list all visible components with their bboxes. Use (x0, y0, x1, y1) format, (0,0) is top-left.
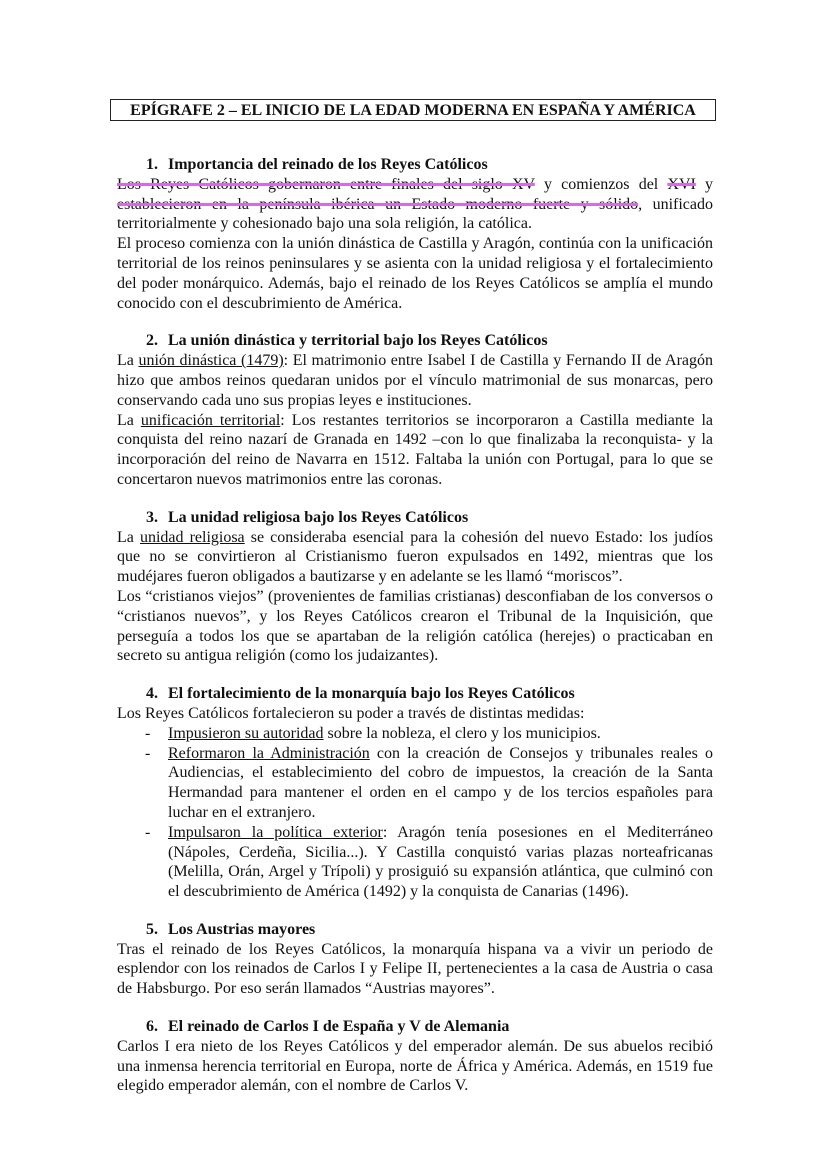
section-heading-text: El fortalecimiento de la monarquía bajo los Reyes Católicos (168, 685, 575, 703)
text-run: sobre la nobleza, el clero y los municipios. (323, 724, 601, 742)
paragraph (117, 351, 713, 410)
section-heading-text: Los Austrias mayores (168, 920, 316, 938)
list-marker: - (145, 744, 151, 762)
text-run: con la creación de Consejos y tribunales reales o Audiencias, el establecimiento del cobro de impuestos, la creación de la Santa Hermandad para mantener el orden en el campo y de los tercios españoles para luchar en el extranjero. (168, 744, 713, 821)
section-4 (117, 684, 713, 902)
section-2 (117, 331, 713, 489)
section-1 (117, 155, 713, 313)
section-heading-text: Importancia del reinado de los Reyes Católicos (168, 156, 488, 173)
text-run: : Aragón tenía posesiones en el Mediterráneo (Nápoles, Cerdeña, Sicilia...). Y Castilla conquistó varias plazas norteafricanas (Melilla, Orán, Argel y Trípoli) y prosiguió su expansión atlántica, que culminó con el descubrimiento de América (1492) y la conquista de Canarias (1496). (168, 823, 714, 901)
text-run: : Los restantes territorios se incorporaron a Castilla mediante la conquista del reino nazarí de Granada en 1492 –con lo que finalizaba la reconquista- y la incorporación del reino de Navarra en 1512. Faltaba la unión con Portugal, para lo que se concertaron nuevos matrimonios entre las coronas. (117, 411, 713, 488)
highlighted-text: establecieron en la península ibérica un Estado moderno fuerte y sólido (117, 195, 639, 213)
section-heading (117, 684, 713, 704)
text-run: El proceso comienza con la unión dinástica de Castilla y Aragón, continúa con la unificación territorial de los reinos peninsulares y se asienta con la unidad religiosa y el fortalecimiento del poder monárquico. Además, bajo el reinado de los Reyes Católicos se amplía el mundo conocido con el descubrimiento de América. (117, 235, 713, 312)
section-heading-text: La unión dinástica y territorial bajo los Reyes Católicos (168, 332, 548, 350)
document-body (117, 155, 713, 1114)
text-run: : El matrimonio entre Isabel I de Castilla y Fernando II de Aragón hizo que ambos reinos quedaran unidos por el vínculo matrimonial de sus monarcas, pero conservando cada uno sus propias leyes e instituciones. (117, 352, 714, 409)
bullet-list (117, 724, 713, 902)
highlighted-text: XVI (667, 175, 696, 193)
text-run: se consideraba esencial para la cohesión del nuevo Estado: los judíos que no se convirtieron al Cristianismo fueron expulsados en 1492, mientras que los mudéjares fueron obligados a bautizarse y en adelante se les llamó “moriscos”. (117, 528, 714, 586)
section-heading-text: El reinado de Carlos I de España y V de Alemania (168, 1018, 510, 1036)
text-run: Los “cristianos viejos” (provenientes de familias cristianas) desconfiaban de los conversos o “cristianos nuevos”, y los Reyes Católicos crearon el Tribunal de la Inquisición, que perseguía a todos los que se apartaban de la religión católica (herejes) o practicaban en secreto su antigua religión (como los judaizantes). (117, 587, 713, 665)
paragraph (117, 1037, 713, 1096)
section-heading (117, 155, 713, 175)
section-number: 1. (146, 156, 158, 173)
section-3 (117, 508, 713, 666)
underlined-text: Impusieron su autoridad (168, 724, 324, 742)
paragraph (117, 704, 713, 724)
text-run: Los Reyes Católicos fortalecieron su poder a través de distintas medidas: (117, 704, 585, 722)
section-heading (117, 508, 713, 528)
text-run: y (695, 175, 714, 193)
section-5 (117, 920, 713, 999)
list-marker: - (145, 724, 151, 742)
highlighted-text: Los Reyes Católicos gobernaron entre finales del siglo XV (117, 175, 535, 193)
paragraph (117, 528, 713, 587)
underlined-text: unificación territorial (140, 411, 281, 429)
section-number: 4. (146, 685, 158, 703)
section-heading (117, 1017, 713, 1037)
list-marker: - (145, 823, 151, 841)
section-number: 6. (146, 1018, 158, 1036)
text-run: Carlos I era nieto de los Reyes Católicos y del emperador alemán. De sus abuelos recibió una inmensa herencia territorial en Europa, norte de África y América. Además, en 1519 fue elegido emperador alemán, con el nombre de Carlos V. (117, 1037, 713, 1095)
document-title: EPÍGRAFE 2 – EL INICIO DE LA EDAD MODERNA EN ESPAÑA Y AMÉRICA (110, 99, 716, 121)
section-6 (117, 1017, 713, 1096)
section-number: 3. (146, 508, 158, 526)
section-number: 5. (146, 920, 158, 938)
text-run: , unificado territorialmente y cohesionado bajo una sola religión, la católica. (117, 195, 714, 233)
paragraph (117, 234, 713, 313)
text-run: y comienzos del (534, 175, 668, 193)
underlined-text: unión dinástica (1479) (138, 352, 284, 370)
paragraph (117, 411, 713, 490)
underlined-text: Reformaron la Administración (168, 744, 370, 762)
text-run: La (117, 528, 140, 546)
text-run: Tras el reinado de los Reyes Católicos, la monarquía hispana va a vivir un periodo de esplendor con los reinados de Carlos I y Felipe II, pertenecientes a la casa de Austria o casa de Habsburgo. Por eso serán llamados “Austrias mayores”. (117, 940, 713, 998)
section-heading-text: La unidad religiosa bajo los Reyes Católicos (168, 508, 469, 526)
section-heading (117, 331, 713, 351)
section-heading (117, 920, 713, 940)
underlined-text: unidad religiosa (139, 528, 245, 546)
underlined-text: Impulsaron la política exterior (168, 823, 383, 841)
paragraph (117, 940, 713, 999)
paragraph (117, 587, 713, 666)
list-item (145, 744, 713, 823)
paragraph (117, 175, 713, 234)
text-run: La (117, 411, 141, 429)
section-number: 2. (146, 332, 158, 350)
text-run: La (117, 352, 139, 370)
list-item (145, 823, 714, 902)
list-item (145, 724, 713, 744)
